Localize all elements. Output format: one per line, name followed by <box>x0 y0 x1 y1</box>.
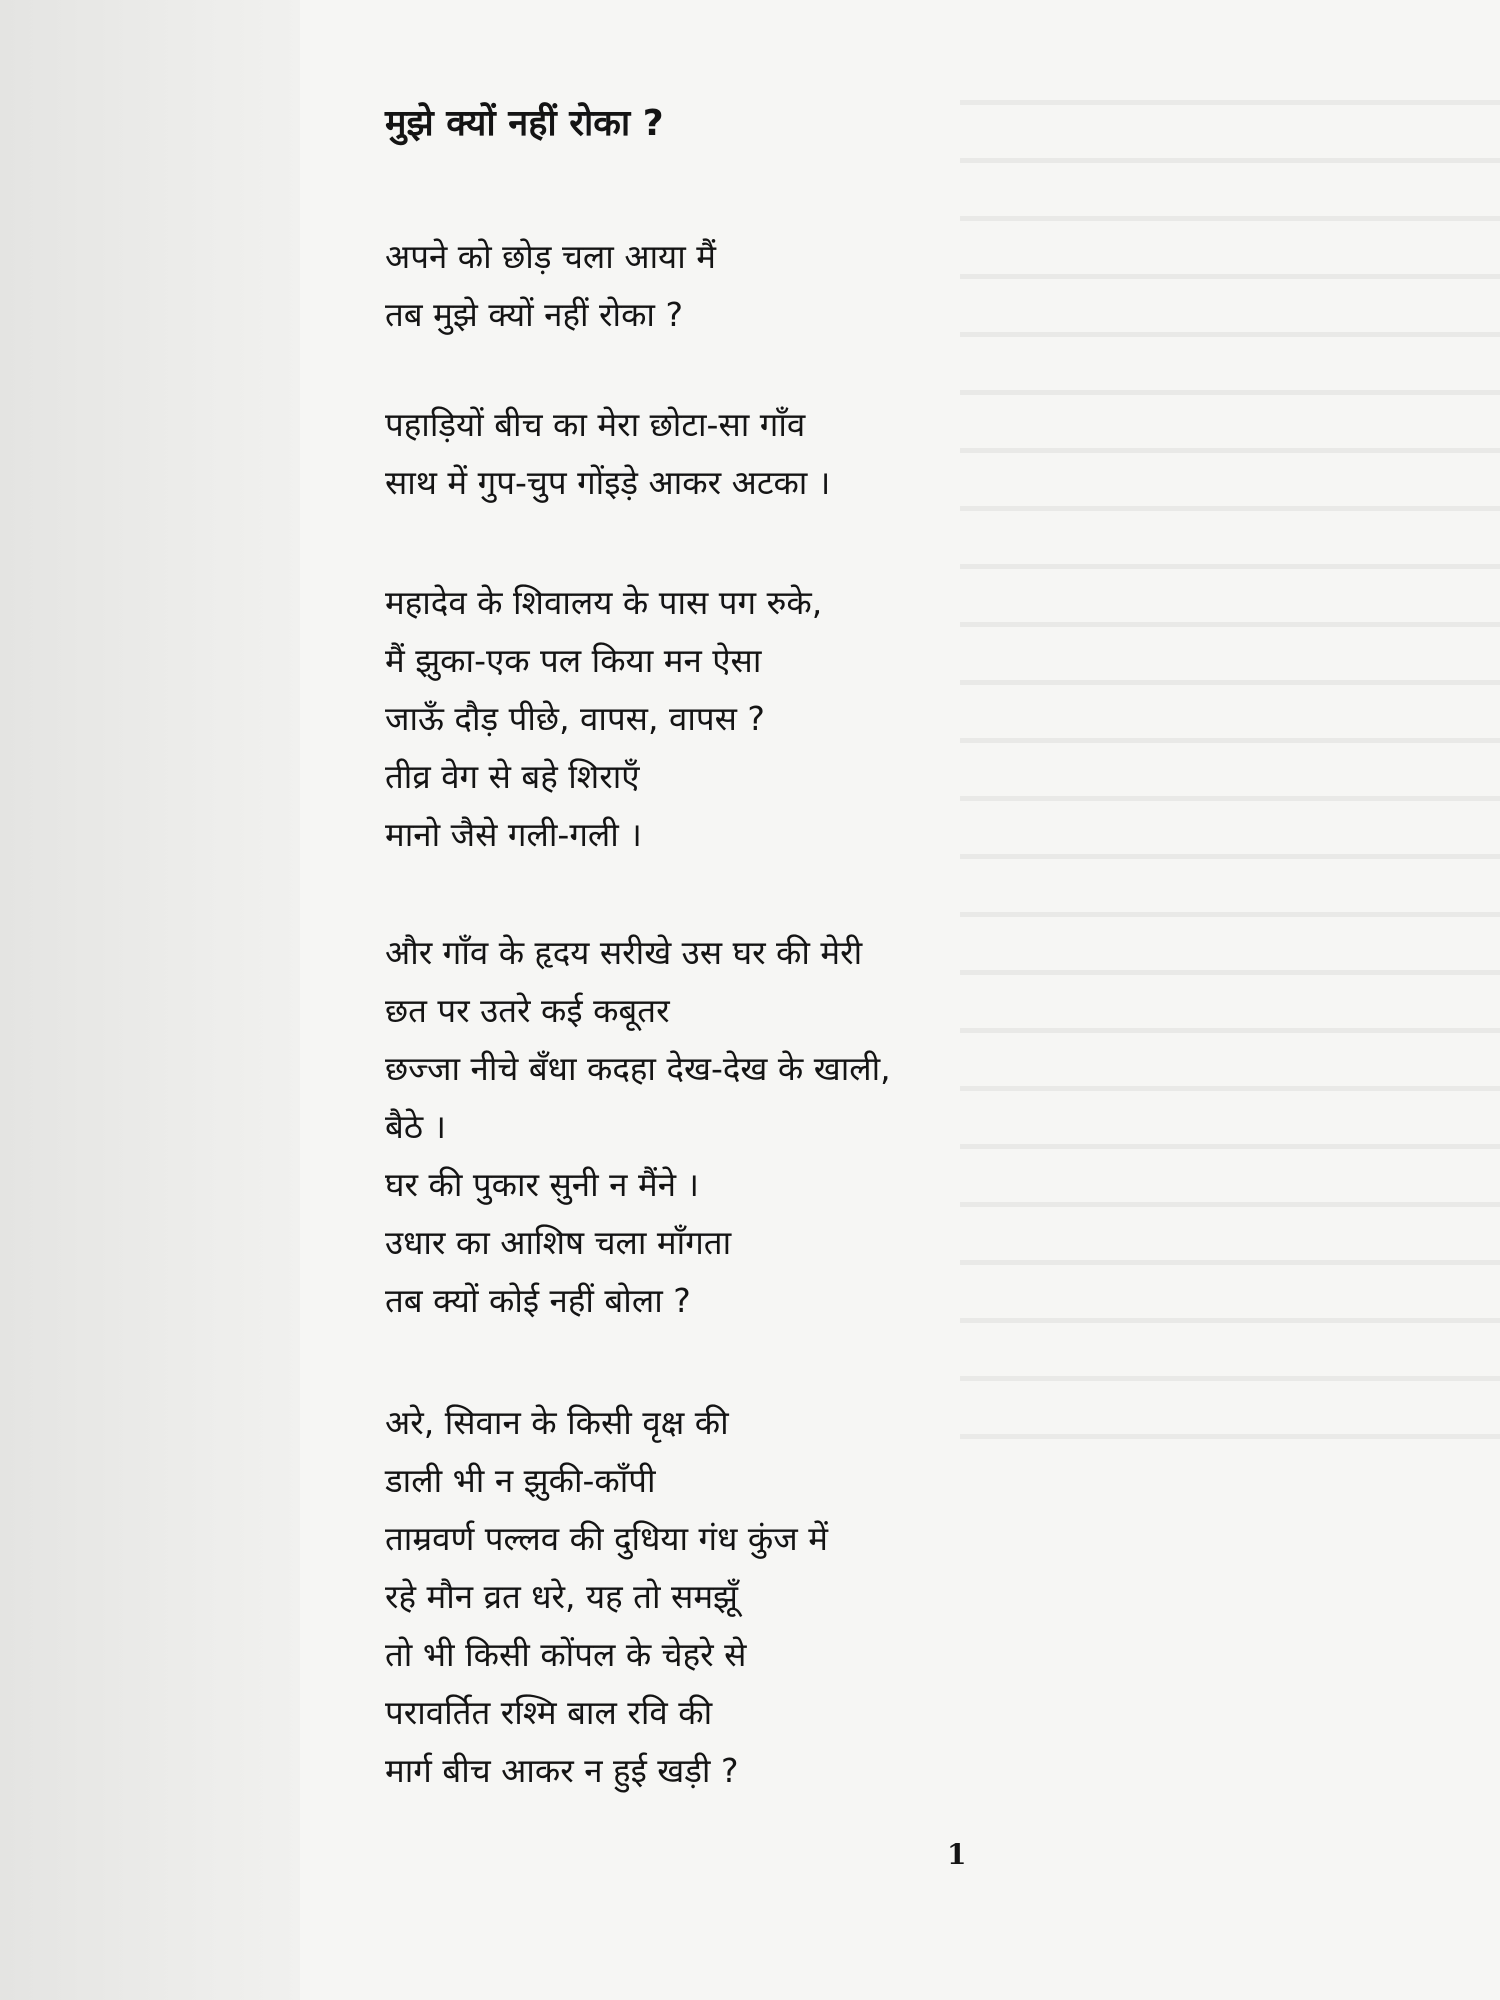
poem-line: तीव्र वेग से बहे शिराएँ <box>385 757 640 796</box>
poem-line: घर की पुकार सुनी न मैंने । <box>385 1165 700 1204</box>
page-number: 1 <box>947 1838 967 1871</box>
poem-line: मार्ग बीच आकर न हुई खड़ी ? <box>385 1751 739 1790</box>
poem-line: तब क्यों कोई नहीं बोला ? <box>385 1281 691 1320</box>
poem-line: छत पर उतरे कई कबूतर <box>385 991 670 1030</box>
stanza-4 <box>385 924 891 1330</box>
poem <box>385 0 1145 2000</box>
poem-line: जाऊँ दौड़ पीछे, वापस, वापस ? <box>385 699 765 738</box>
poem-line: उधार का आशिष चला माँगता <box>385 1223 732 1262</box>
poem-line: तो भी किसी कोंपल के चेहरे से <box>385 1635 747 1674</box>
poem-line: मानो जैसे गली-गली । <box>385 815 642 854</box>
poem-line: रहे मौन व्रत धरे, यह तो समझूँ <box>385 1577 739 1616</box>
poem-line: छज्जा नीचे बँधा कदहा देख-देख के खाली, <box>385 1049 891 1088</box>
poem-line: पहाड़ियों बीच का मेरा छोटा-सा गाँव <box>385 405 806 444</box>
stanza-3 <box>385 574 822 864</box>
poem-line: बैठे । <box>385 1107 447 1146</box>
poem-line: परावर्तित रश्मि बाल रवि की <box>385 1693 713 1732</box>
poem-line: साथ में गुप-चुप गोंइड़े आकर अटका । <box>385 463 831 502</box>
stanza-1 <box>385 228 716 344</box>
poem-line: अरे, सिवान के किसी वृक्ष की <box>385 1403 729 1442</box>
page-binding-shadow <box>0 0 300 2000</box>
poem-line: अपने को छोड़ चला आया मैं <box>385 237 716 276</box>
poem-line: तब मुझे क्यों नहीं रोका ? <box>385 295 683 334</box>
poem-line: महादेव के शिवालय के पास पग रुके, <box>385 583 823 622</box>
poem-title: मुझे क्यों नहीं रोका ? <box>385 103 664 144</box>
poem-line: डाली भी न झुकी-काँपी <box>385 1461 656 1500</box>
stanza-2 <box>385 396 830 512</box>
stanza-5 <box>385 1394 828 1800</box>
poem-line: मैं झुका-एक पल किया मन ऐसा <box>385 641 762 680</box>
poem-line: और गाँव के हृदय सरीखे उस घर की मेरी <box>385 933 863 972</box>
poem-line: ताम्रवर्ण पल्लव की दुधिया गंध कुंज में <box>385 1519 828 1558</box>
